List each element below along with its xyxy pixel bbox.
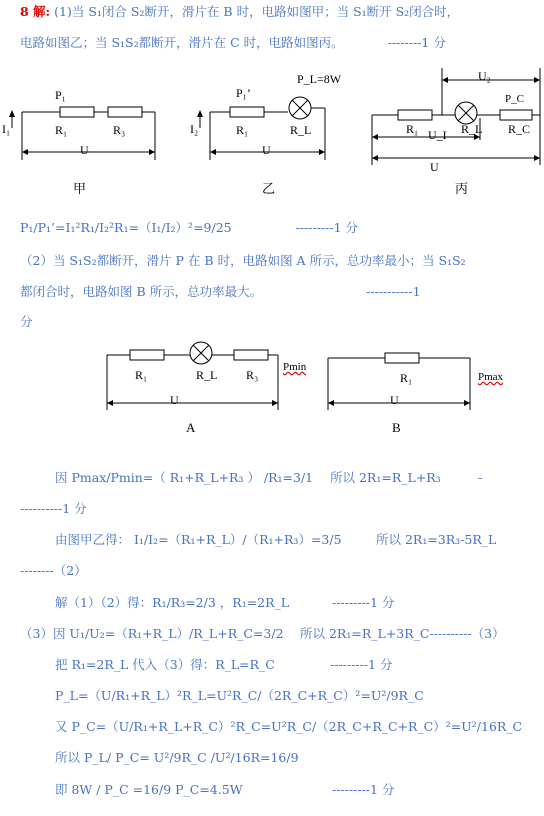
part2-line-1: （2）当 S₁S₂都断开，滑片 P 在 B 时，电路如图 A 所示，总功率最小；当 S₁S₂	[20, 253, 466, 268]
a-r1-label: R₁	[135, 368, 148, 382]
ratio-score: ---------1 分	[295, 220, 359, 235]
yi-pl-label: P_L=8W	[297, 72, 342, 86]
eq-1c: -	[478, 470, 483, 485]
eq-9b: ---------1 分	[332, 782, 395, 797]
part2-line-2	[20, 284, 421, 300]
a-r3-label: R₃	[246, 368, 259, 382]
yi-u-label: U	[262, 143, 271, 157]
a-rl-label: R_L	[196, 368, 218, 382]
part2-score-tail: 分	[20, 314, 33, 329]
a-title: A	[186, 420, 196, 435]
jia-i1-label: I₁	[2, 122, 11, 136]
eq-9a: 即 8W / P_C =16/9 P_C=4.5W	[55, 782, 243, 797]
ratio-equation: P₁/P₁’=I₁²R₁/I₂²R₁=（I₁/I₂）²=9/25	[20, 220, 232, 235]
eq-5a: 把 R₁=2R_L 代入（3）得：R_L=R_C	[55, 657, 275, 672]
b-title: B	[392, 420, 401, 435]
bing-u1-label: U_I	[428, 128, 447, 142]
eq-1a: 因 Pmax/Pmin=（ R₁+R_L+R₃ ） /R₁=3/1	[55, 470, 314, 485]
yi-r1-label: R₁	[236, 123, 249, 137]
eq-1b: 所以 2R₁=R_L+R₃	[330, 470, 441, 485]
eq-8: 所以 P_L/ P_C= U²/9R_C /U²/16R=16/9	[55, 750, 299, 765]
yi-rl-label: R_L	[290, 123, 312, 137]
circuit-b	[328, 353, 470, 410]
intro-text-1: (1)当 S₁闭合 S₂断开，滑片在 B 时，电路如图甲；当 S₁断开 S₂闭合时，	[54, 4, 460, 19]
bing-u-label: U	[430, 160, 439, 174]
yi-title: 乙	[262, 181, 276, 196]
bing-rl-label: R_L	[461, 122, 483, 136]
eq-3b: ---------1 分	[332, 595, 395, 610]
eq-3a: 解（1）（2）得：R₁/R₃=2/3 ，R₁=2R_L	[55, 595, 290, 610]
eq-4a: （3）因 U₁/U₂=（R₁+R_L）/R_L+R_C=3/2	[20, 626, 284, 641]
b-pmax-label: Pmax	[478, 371, 504, 383]
eq-1d: ----------1 分	[20, 501, 87, 516]
bing-r1-label: R₁	[406, 122, 419, 136]
part2-score: -----------1	[366, 284, 421, 299]
bing-title: 丙	[455, 181, 469, 196]
eq-2a: 由图甲乙得： I₁/I₂=（R₁+R_L）/（R₁+R₃）=3/5	[55, 532, 342, 547]
yi-i2-label: I₂	[190, 122, 199, 136]
eq-7: 又 P_C=（U/R₁+R_L+R_C）²R_C=U²R_C/（2R_C+R_C+R_C）²=U²/16R_C	[55, 719, 523, 734]
a-pmin-label: Pmin	[283, 361, 307, 373]
eq-line-1	[55, 470, 313, 486]
eq-5b: ---------1 分	[330, 657, 393, 672]
intro-text-2: 电路如图乙；当 S₁S₂都断开，滑片在 C 时，电路如图丙。	[20, 35, 344, 50]
bing-pc-label: P_C	[505, 93, 524, 105]
jia-r3-label: R₃	[113, 123, 126, 137]
jia-p1-label: P₁	[55, 88, 66, 102]
jia-title: 甲	[73, 181, 87, 196]
bing-rc-label: R_C	[508, 122, 531, 136]
circuit-bing	[372, 68, 540, 165]
jia-u-label: U	[80, 143, 89, 157]
b-u-label: U	[390, 393, 399, 407]
yi-p1prime-label: P₁’	[236, 86, 251, 100]
ratio-line	[20, 220, 358, 236]
eq-2b: 所以 2R₁=3R₃-5R_L	[376, 532, 497, 547]
eq-6: P_L=（U/R₁+R_L）²R_L=U²R_C/（2R_C+R_C）²=U²/9R_C	[55, 688, 424, 703]
b-r1-label: R₁	[400, 371, 413, 385]
intro-score: --------1 分	[387, 35, 446, 50]
problem-number: 8 解:	[20, 4, 51, 19]
eq-2c: --------（2）	[20, 563, 87, 578]
jia-r1-label: R₁	[55, 123, 68, 137]
part2-text-2: 都闭合时，电路如图 B 所示，总功率最大。	[20, 284, 263, 299]
a-u-label: U	[170, 393, 179, 407]
eq-4b: 所以 2R₁=R_L+3R_C----------（3）	[300, 626, 505, 641]
bing-u2-label: U₂	[478, 69, 491, 83]
